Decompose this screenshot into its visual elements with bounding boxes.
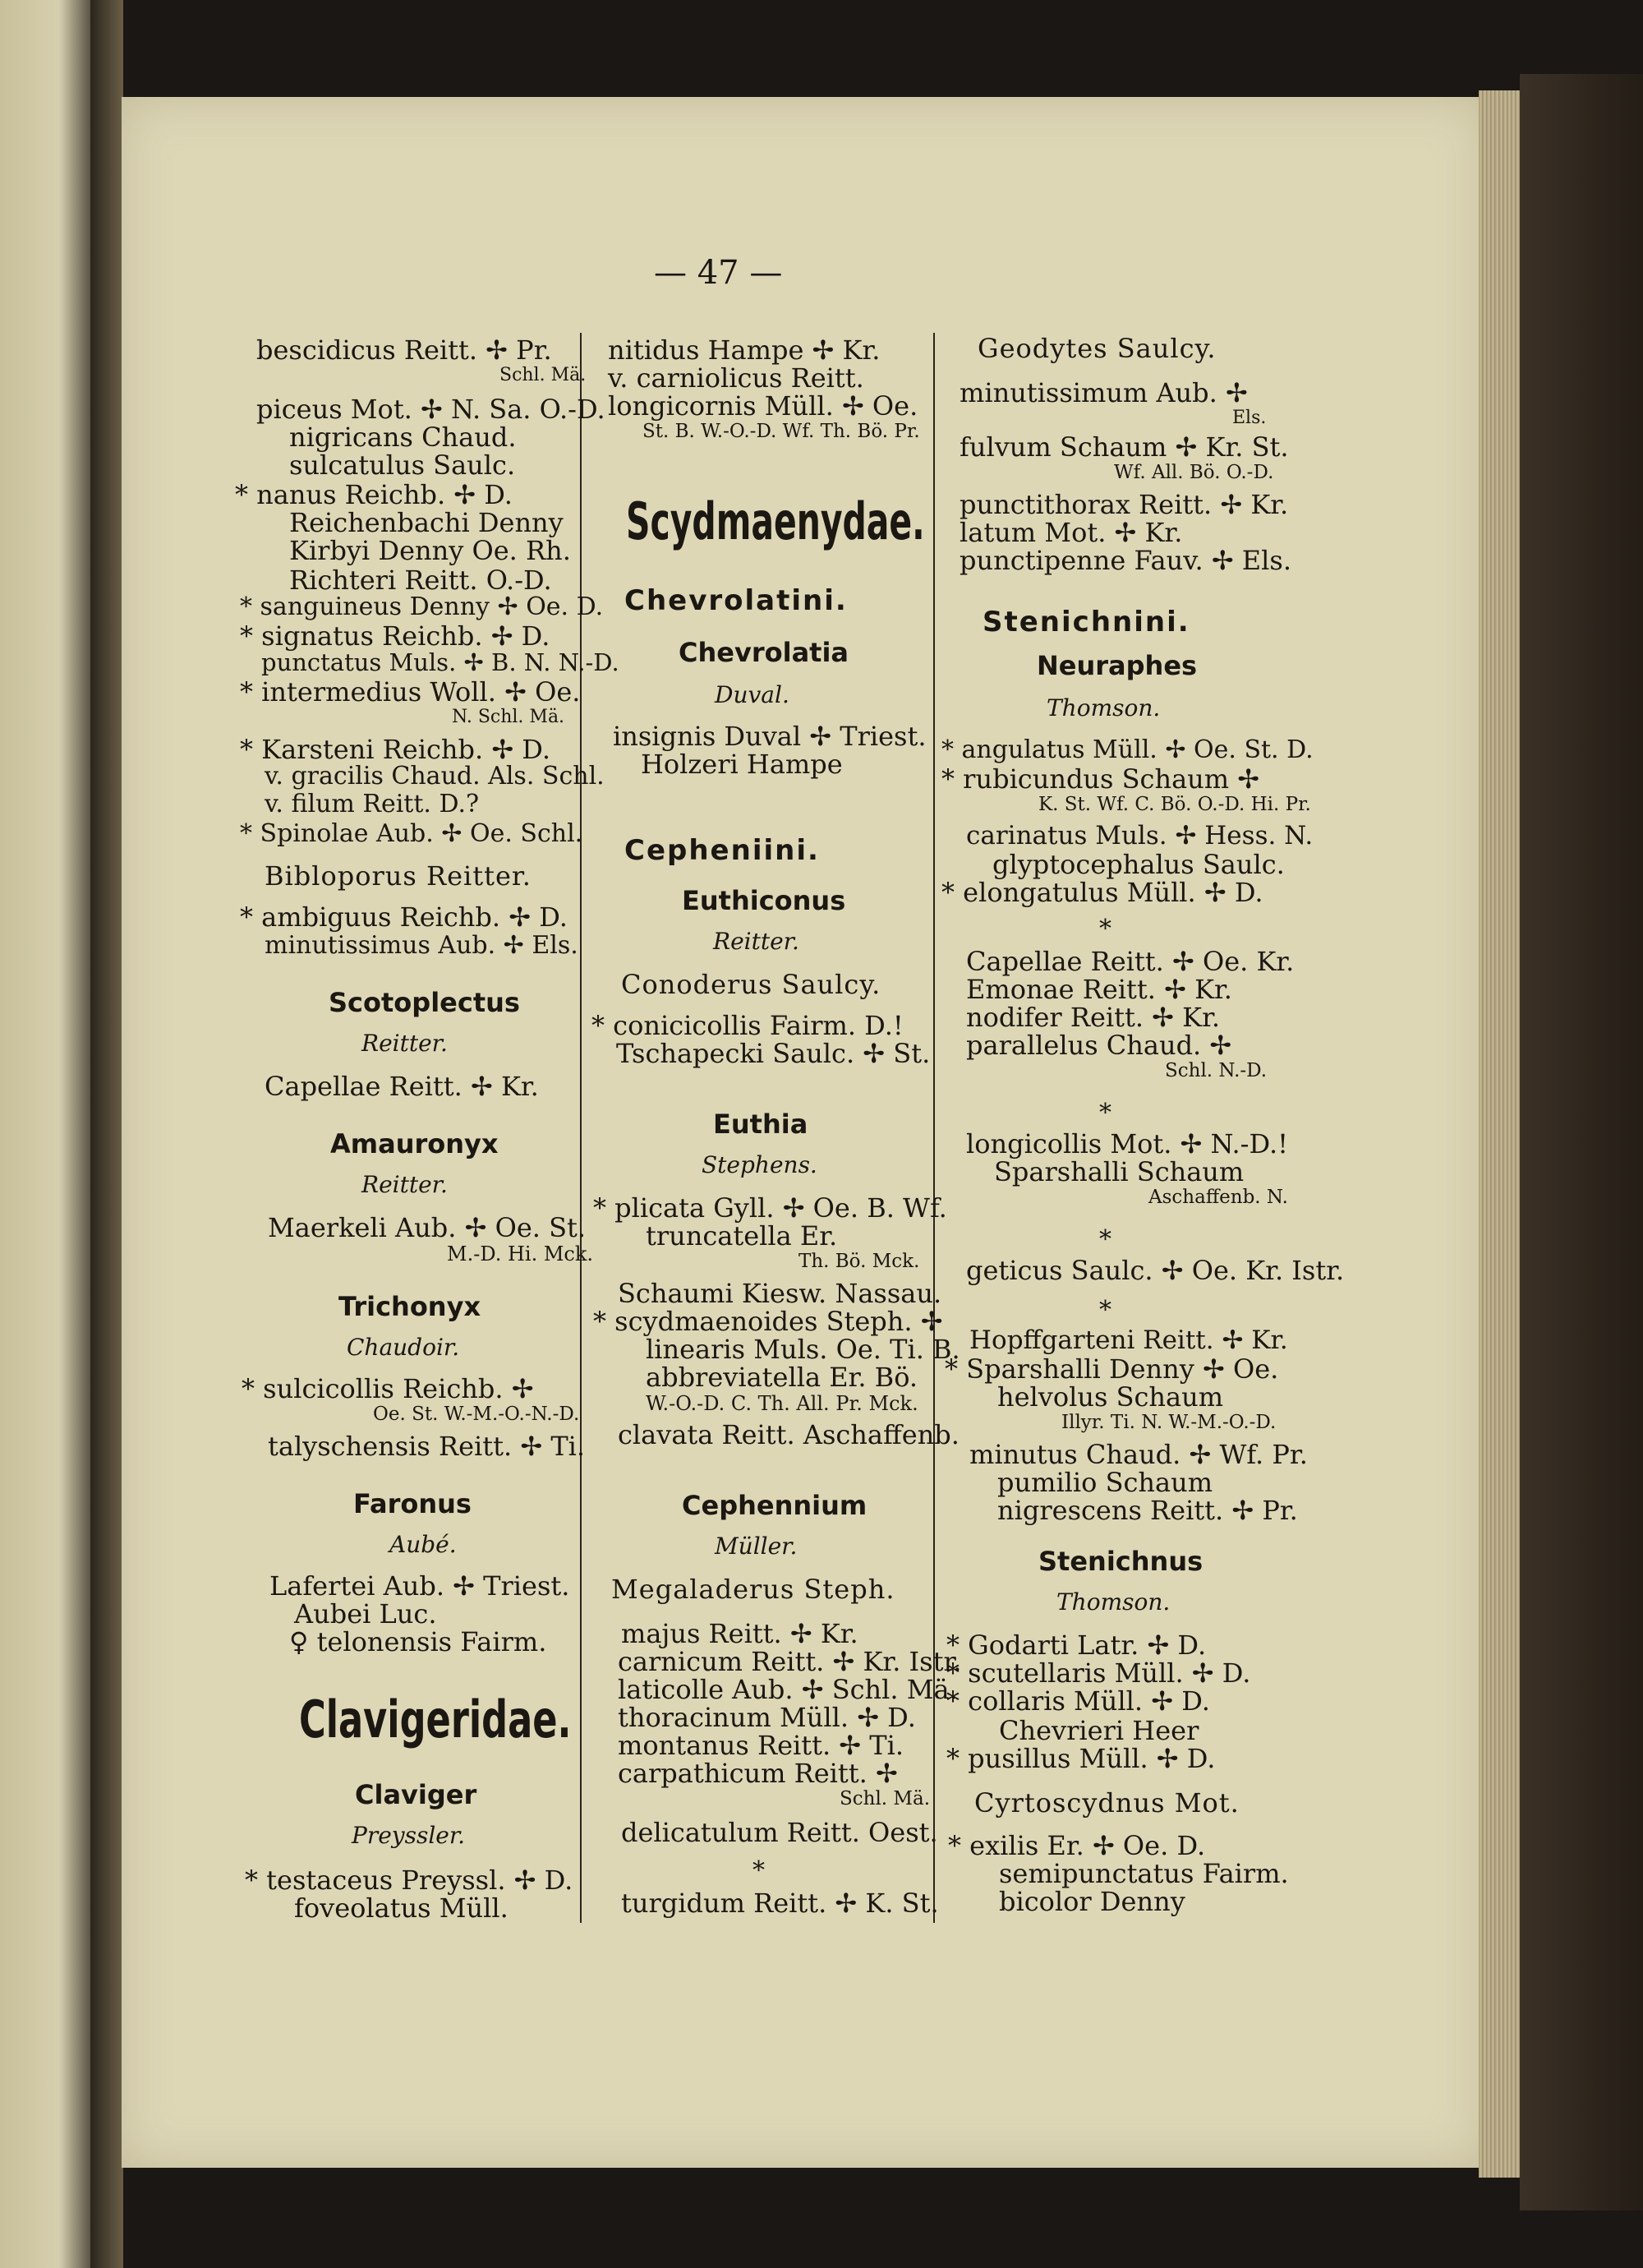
col3-line: punctithorax Reitt. ✢ Kr. <box>960 489 1289 520</box>
col1-line: Capellae Reitt. ✢ Kr. <box>265 1071 539 1102</box>
col3-line: carinatus Muls. ✢ Hess. N. <box>966 821 1314 850</box>
col1-genus-heading: Amauronyx <box>330 1128 499 1159</box>
col2-genus-author: Müller. <box>715 1533 798 1560</box>
col2-tribe-heading: Chevrolatini. <box>624 584 848 617</box>
col1-line: * intermedius Woll. ✢ Oe. <box>240 676 581 708</box>
col1-line: piceus Mot. ✢ N. Sa. O.-D. <box>256 394 605 425</box>
col3-line: Schl. N.-D. <box>1165 1060 1268 1081</box>
col1-line: Schl. Mä. <box>499 365 587 385</box>
col2-line: * scydmaenoides Steph. ✢ <box>593 1306 943 1337</box>
col2-line: linearis Muls. Oe. Ti. B. <box>646 1334 960 1365</box>
col2-genus-heading: Chevrolatia <box>679 637 849 668</box>
col2-line: * plicata Gyll. ✢ Oe. B. Wf. <box>593 1192 947 1224</box>
col3-line: pumilio Schaum <box>997 1467 1213 1498</box>
col1-line: Richteri Reitt. O.-D. <box>289 565 552 596</box>
col1-line: v. filum Reitt. D.? <box>265 790 480 818</box>
col3-line: latum Mot. ✢ Kr. <box>960 517 1183 548</box>
col3-asterisk: * <box>1099 1099 1111 1127</box>
col1-line: * Karsteni Reichb. ✢ D. <box>240 734 550 765</box>
col3-line: Wf. All. Bö. O.-D. <box>1114 462 1274 483</box>
col2-line: W.-O.-D. C. Th. All. Pr. Mck. <box>646 1392 918 1415</box>
page-edges <box>1479 90 1521 2178</box>
col2-line: thoracinum Müll. ✢ D. <box>618 1702 916 1733</box>
col2-genus-heading: Euthiconus <box>682 885 846 916</box>
col3-line: minutissimum Aub. ✢ <box>960 377 1248 408</box>
col3-line: punctipenne Fauv. ✢ Els. <box>960 545 1291 576</box>
col1-line: sulcatulus Saulc. <box>289 449 516 481</box>
col2-line: Schl. Mä. <box>840 1788 931 1809</box>
col1-genus-author: Aubé. <box>389 1531 457 1558</box>
column-divider-left <box>580 333 582 1923</box>
col3-line: * scutellaris Müll. ✢ D. <box>946 1657 1251 1689</box>
col3-line: nodifer Reitt. ✢ Kr. <box>966 1002 1221 1033</box>
family-heading-scydmaenydae: Scydmaenydae. <box>626 491 925 551</box>
col3-line: K. St. Wf. C. Bö. O.-D. Hi. Pr. <box>1038 794 1311 815</box>
col1-line: foveolatus Müll. <box>294 1892 509 1924</box>
col1-line: * sulcicollis Reichb. ✢ <box>242 1373 534 1404</box>
col3-tribe-heading: Stenichnini. <box>983 606 1190 638</box>
col2-line: carpathicum Reitt. ✢ <box>618 1758 898 1789</box>
col1-genus-author: Preyssler. <box>352 1822 466 1849</box>
col2-line: delicatulum Reitt. Oest. <box>621 1817 938 1848</box>
book-gutter <box>90 0 123 2268</box>
col2-line: montanus Reitt. ✢ Ti. <box>618 1730 904 1761</box>
col3-genus-author: Thomson. <box>1056 1588 1171 1616</box>
col3-line: Geodytes Saulcy. <box>978 333 1217 364</box>
page-number: — 47 — <box>654 254 783 292</box>
col1-line: Bibloporus Reitter. <box>265 860 532 892</box>
col1-line: N. Schl. Mä. <box>452 707 565 727</box>
col3-line: minutus Chaud. ✢ Wf. Pr. <box>969 1439 1308 1470</box>
col1-line: Lafertei Aub. ✢ Triest. <box>269 1570 570 1602</box>
col1-genus-heading: Faronus <box>353 1488 472 1519</box>
col3-line: Chevrieri Heer <box>999 1715 1199 1746</box>
col3-line: * elongatulus Müll. ✢ D. <box>941 877 1263 908</box>
col2-genus-author: Reitter. <box>713 928 799 955</box>
col1-line: talyschensis Reitt. ✢ Ti. <box>268 1431 586 1462</box>
col2-genus-author: Duval. <box>715 681 789 708</box>
col1-line: v. gracilis Chaud. Als. Schl. <box>265 762 605 791</box>
col1-line: * sanguineus Denny ✢ Oe. D. <box>240 592 604 621</box>
col3-line: * rubicundus Schaum ✢ <box>941 763 1260 795</box>
col2-line: nitidus Hampe ✢ Kr. <box>608 334 881 366</box>
col3-line: Capellae Reitt. ✢ Oe. Kr. <box>966 946 1295 977</box>
col2-asterisk: * <box>752 1856 765 1885</box>
family-heading-clavigeridae: Clavigeridae. <box>299 1689 572 1749</box>
col1-line: Kirbyi Denny Oe. Rh. <box>289 535 571 566</box>
col3-line: Sparshalli Schaum <box>994 1156 1245 1187</box>
col2-line: insignis Duval ✢ Triest. <box>613 721 927 752</box>
col3-line: * Godarti Latr. ✢ D. <box>946 1630 1207 1661</box>
col2-line: Th. Bö. Mck. <box>798 1251 920 1272</box>
col3-line: * exilis Er. ✢ Oe. D. <box>948 1830 1206 1861</box>
col1-genus-heading: Scotoplectus <box>329 987 520 1018</box>
col3-line: longicollis Mot. ✢ N.-D.! <box>966 1128 1289 1159</box>
col3-line: Emonae Reitt. ✢ Kr. <box>966 974 1232 1005</box>
col2-line: abbreviatella Er. Bö. <box>646 1362 918 1393</box>
col3-line: glyptocephalus Saulc. <box>992 849 1285 880</box>
col1-line: * Spinolae Aub. ✢ Oe. Schl. <box>240 819 583 848</box>
left-page-edge <box>0 0 99 2268</box>
col2-line: laticolle Aub. ✢ Schl. Mä. <box>618 1674 958 1705</box>
col1-line: bescidicus Reitt. ✢ Pr. <box>256 334 552 366</box>
col2-line: majus Reitt. ✢ Kr. <box>621 1618 858 1649</box>
col1-line: Aubei Luc. <box>294 1598 437 1630</box>
col1-line: * signatus Reichb. ✢ D. <box>240 620 550 652</box>
col2-tribe-heading: Cepheniini. <box>624 834 820 867</box>
book-binding <box>1520 74 1643 2210</box>
col3-line: helvolus Schaum <box>997 1381 1224 1413</box>
col2-line: Schaumi Kiesw. Nassau. <box>618 1278 942 1309</box>
col2-genus-heading: Euthia <box>713 1109 808 1140</box>
col2-line: Holzeri Hampe <box>641 749 843 780</box>
col1-line: nigricans Chaud. <box>289 422 517 453</box>
col2-line: Tschapecki Saulc. ✢ St. <box>616 1038 931 1069</box>
col3-line: * pusillus Müll. ✢ D. <box>946 1743 1216 1774</box>
col3-line: semipunctatus Fairm. <box>999 1858 1289 1889</box>
col1-line: Oe. St. W.-M.-O.-N.-D. <box>373 1404 580 1425</box>
col2-line: v. carniolicus Reitt. <box>608 362 864 394</box>
col2-line: truncatella Er. <box>646 1220 838 1252</box>
col2-line: clavata Reitt. Aschaffenb. <box>618 1419 960 1450</box>
col3-asterisk: * <box>1099 1296 1111 1325</box>
col3-line: fulvum Schaum ✢ Kr. St. <box>960 431 1289 463</box>
col1-line: punctatus Muls. ✢ B. N. N.-D. <box>261 648 619 676</box>
col2-line: turgidum Reitt. ✢ K. St. <box>621 1888 939 1919</box>
col3-line: Hopffgarteni Reitt. ✢ Kr. <box>969 1325 1288 1355</box>
col3-line: Aschaffenb. N. <box>1148 1187 1288 1208</box>
col2-line: Conoderus Saulcy. <box>621 969 881 1000</box>
col1-genus-author: Reitter. <box>361 1030 448 1057</box>
col3-line: * Sparshalli Denny ✢ Oe. <box>945 1353 1279 1385</box>
col2-genus-author: Stephens. <box>702 1151 817 1178</box>
col2-genus-heading: Cephennium <box>682 1490 868 1521</box>
col3-line: * angulatus Müll. ✢ Oe. St. D. <box>941 735 1314 764</box>
col3-asterisk: * <box>1099 915 1111 943</box>
col2-line: * conicicollis Fairm. D.! <box>591 1010 904 1041</box>
col3-line: nigrescens Reitt. ✢ Pr. <box>997 1495 1298 1526</box>
col3-genus-author: Thomson. <box>1047 694 1161 721</box>
col3-asterisk: * <box>1099 1225 1111 1254</box>
col3-line: Els. <box>1232 408 1267 428</box>
col3-genus-heading: Neuraphes <box>1037 650 1198 681</box>
col2-line: longicornis Müll. ✢ Oe. <box>608 390 918 422</box>
col3-line: Illyr. Ti. N. W.-M.-O.-D. <box>1061 1412 1277 1433</box>
col3-line: Cyrtoscydnus Mot. <box>974 1787 1240 1819</box>
col1-line: * ambiguus Reichb. ✢ D. <box>240 901 568 933</box>
col2-line: Megaladerus Steph. <box>611 1574 895 1605</box>
col3-line: geticus Saulc. ✢ Oe. Kr. Istr. <box>966 1255 1345 1286</box>
col1-line: * testaceus Preyssl. ✢ D. <box>245 1865 573 1896</box>
col3-line: bicolor Denny <box>999 1886 1185 1917</box>
col1-line: minutissimus Aub. ✢ Els. <box>265 931 578 960</box>
col1-line: ♀ telonensis Fairm. <box>289 1626 547 1657</box>
col3-genus-heading: Stenichnus <box>1038 1546 1203 1577</box>
col3-line: parallelus Chaud. ✢ <box>966 1030 1232 1061</box>
col1-genus-author: Chaudoir. <box>347 1334 460 1361</box>
col2-line: St. B. W.-O.-D. Wf. Th. Bö. Pr. <box>642 421 920 442</box>
col3-line: * collaris Müll. ✢ D. <box>946 1685 1210 1717</box>
col2-line: carnicum Reitt. ✢ Kr. Istr. <box>618 1646 962 1677</box>
col1-genus-heading: Trichonyx <box>338 1291 481 1322</box>
col1-line: Maerkeli Aub. ✢ Oe. St. <box>268 1212 587 1243</box>
col1-line: Reichenbachi Denny <box>289 507 564 538</box>
col1-genus-author: Reitter. <box>361 1171 448 1198</box>
col1-genus-heading: Claviger <box>355 1779 477 1810</box>
col1-line: * nanus Reichb. ✢ D. <box>235 479 513 510</box>
col1-line: M.-D. Hi. Mck. <box>447 1242 594 1265</box>
